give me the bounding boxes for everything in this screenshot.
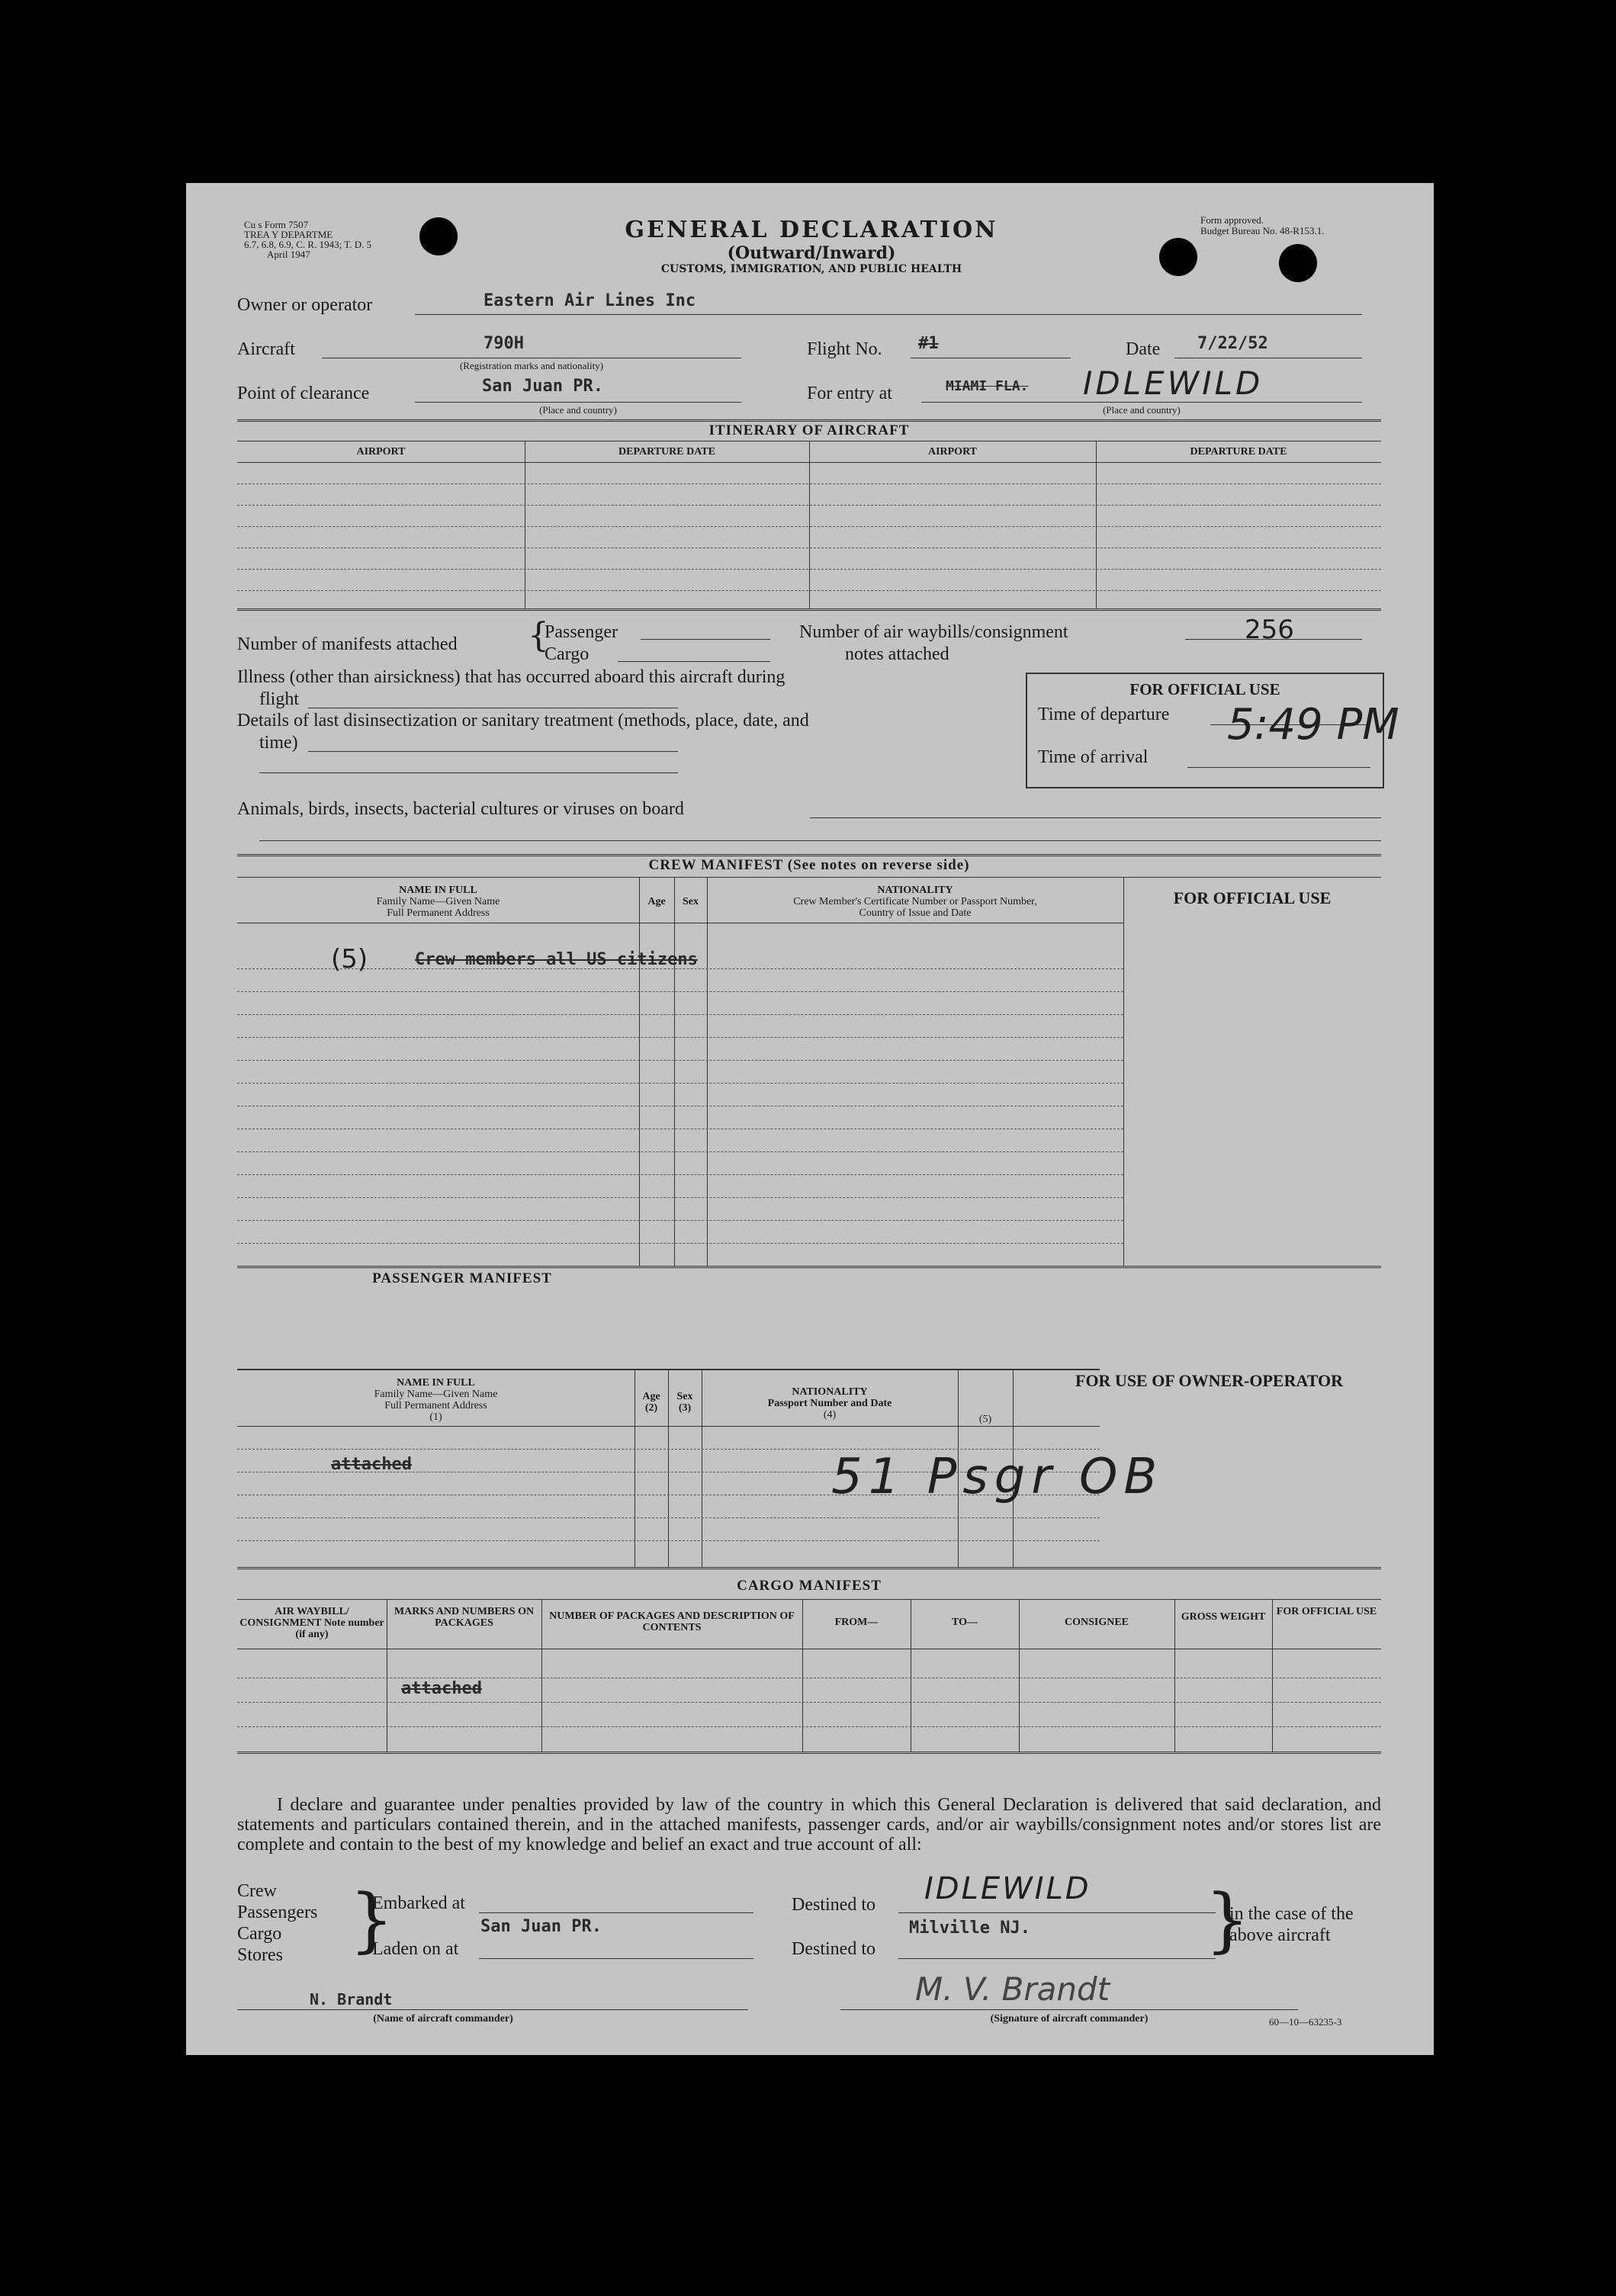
cargo-title: CARGO MANIFEST (737, 1578, 882, 1594)
official-use-title: FOR OFFICIAL USE (1129, 680, 1280, 698)
form-id-line: April 1947 (267, 249, 310, 260)
crew-col-official: FOR OFFICIAL USE (1173, 888, 1332, 907)
brace: } (349, 1879, 394, 1960)
col-head-line: Family Name—Given Name (374, 1389, 498, 1400)
destined-line (898, 1912, 1216, 1913)
crew-col-age: Age (647, 896, 666, 907)
signature-line (840, 2009, 1298, 2010)
col-rule (707, 877, 708, 1266)
row-rule (237, 1037, 1123, 1038)
entry-struck: MIAMI FLA. (946, 378, 1029, 394)
owner-line (415, 314, 1362, 315)
date-value: 7/22/52 (1197, 334, 1268, 353)
flight-label: Flight No. (807, 339, 882, 359)
row-rule (237, 1726, 1381, 1727)
row-rule (237, 1243, 1123, 1244)
arrival-time-label: Time of arrival (1038, 747, 1149, 767)
pax-col-sex (668, 1391, 702, 1414)
embarked-label: Embarked at (372, 1893, 465, 1913)
cargo-line (618, 661, 770, 662)
col-head-line: NAME IN FULL (399, 885, 477, 896)
col-head-line: Full Permanent Address (384, 1400, 487, 1411)
punch-hole (419, 217, 458, 255)
row-rule (237, 505, 1381, 506)
rule (237, 1426, 1100, 1427)
col-head-line: Country of Issue and Date (859, 907, 972, 919)
animals-label: Animals, birds, insects, bacterial cultures or viruses on board (237, 799, 684, 819)
pax-entry: attached (331, 1455, 412, 1474)
laden-line (479, 1958, 753, 1959)
col-head-line: (3) (678, 1402, 692, 1414)
rule (237, 877, 1381, 878)
clearance-note: (Place and country) (539, 404, 617, 416)
itinerary-title: ITINERARY OF AIRCRAFT (708, 422, 910, 438)
row-rule (237, 569, 1381, 570)
owner-operator-use: FOR USE OF OWNER-OPERATOR (1075, 1371, 1344, 1390)
col-head-line: (1) (429, 1411, 442, 1423)
form-sheet (186, 183, 1434, 2055)
rule (237, 462, 1381, 463)
col-head-line: Family Name—Given Name (376, 896, 500, 907)
form-subtitle-2: CUSTOMS, IMMIGRATION, AND PUBLIC HEALTH (660, 263, 962, 275)
row-rule (237, 1060, 1123, 1061)
embarked-line (479, 1912, 753, 1913)
form-title-block (567, 217, 1055, 275)
waybills-label-2: notes attached (845, 644, 949, 664)
destined-label-2: Destined to (792, 1939, 875, 1959)
disinsect-label: Details of last disinsectization or sanitary treatment (methods, place, date, and (237, 711, 809, 731)
declaration-items (237, 1880, 317, 1966)
declaration-item: Passengers (237, 1903, 318, 1922)
col-rule (674, 877, 675, 1266)
crew-entry: Crew members all US citizens (415, 950, 698, 969)
brace: } (1205, 1879, 1250, 1960)
itin-col-airport: AIRPORT (356, 446, 406, 458)
rule (237, 1752, 1381, 1754)
aircraft-label: Aircraft (237, 339, 295, 359)
row-rule (237, 590, 1381, 591)
rule (237, 1567, 1381, 1569)
pax-handwritten: 51 Psgr OB (831, 1449, 1164, 1505)
declaration-text: I declare and guarantee under penalties provided by law of the country in which this General Declaration is delivered that said declaration, and statements and particulars contained therein, and in the attached manifests, passenger cards, and/or air waybills/consignment notes and/or stores list are complete and contain to the best of my knowledge and belief an exact and true account of all: (237, 1795, 1381, 1854)
illness-label: Illness (other than airsickness) that has occurred aboard this aircraft during (237, 667, 786, 687)
declaration-item: Cargo (237, 1924, 282, 1944)
col-head-line: Crew Member's Certificate Number or Passport Number, (793, 896, 1037, 907)
pax-col-age (635, 1391, 668, 1414)
cargo-col-waybill: AIR WAYBILL/ CONSIGNMENT Note number (if any) (239, 1606, 384, 1640)
row-rule (237, 1083, 1123, 1084)
row-rule (237, 1517, 1100, 1518)
declaration-item: Stores (237, 1945, 283, 1965)
entry-line (921, 402, 1362, 403)
form-id (244, 220, 371, 259)
owner-label: Owner or operator (237, 295, 373, 315)
destined-value-2: Milville NJ. (909, 1919, 1030, 1938)
rule (237, 419, 1381, 422)
cargo-label: Cargo (545, 644, 590, 664)
animals-line (259, 840, 1381, 841)
pax-col-name (237, 1377, 635, 1423)
cargo-col-weight: GROSS WEIGHT (1181, 1611, 1266, 1623)
illness-label-2: flight (259, 689, 299, 709)
row-rule (237, 1220, 1123, 1221)
col-head-line: NAME IN FULL (397, 1377, 475, 1389)
entry-note: (Place and country) (1103, 404, 1181, 416)
col-rule (1096, 441, 1097, 609)
destined-value-1: IDLEWILD (924, 1871, 1091, 1906)
row-rule (237, 1151, 1123, 1152)
disinsect-line (308, 751, 678, 752)
commander-name-label: (Name of aircraft commander) (373, 2013, 513, 2025)
row-rule (237, 1197, 1123, 1198)
form-id-line: TREA Y DEPARTME (244, 229, 333, 240)
clearance-value: San Juan PR. (482, 377, 603, 396)
crew-count: (5) (331, 944, 368, 975)
col-head-line: (2) (644, 1402, 658, 1414)
commander-signature: M. V. Brandt (915, 1970, 1110, 2008)
col-head-line: Sex (676, 1391, 693, 1402)
col-head-line: Full Permanent Address (387, 907, 490, 919)
form-approval (1200, 215, 1324, 236)
pax-col-5: (5) (978, 1414, 992, 1425)
commander-name-line (237, 2009, 748, 2010)
flight-value: #1 (918, 334, 939, 353)
col-head-line: (4) (823, 1409, 837, 1421)
approval-line: Form approved. (1200, 214, 1264, 226)
col-head-line: Passport Number and Date (767, 1398, 892, 1409)
animals-line (810, 817, 1381, 818)
rule (237, 854, 1381, 856)
row-rule (237, 1540, 1100, 1541)
crew-col-name (237, 885, 639, 919)
col-head-line: Age (642, 1391, 660, 1402)
aircraft-value: 790H (484, 334, 524, 353)
departure-time-label: Time of departure (1038, 705, 1170, 724)
row-rule (237, 483, 1381, 484)
clearance-label: Point of clearance (237, 384, 370, 403)
itin-col-airport-2: AIRPORT (927, 446, 978, 458)
embarked-value: San Juan PR. (480, 1917, 602, 1936)
passenger-title: PASSENGER MANIFEST (372, 1270, 552, 1286)
disinsect-line (259, 772, 678, 773)
col-rule (1123, 877, 1124, 1266)
entry-value: IDLEWILD (1083, 364, 1264, 402)
destined-label: Destined to (792, 1895, 875, 1915)
form-id-line: 6.7, 6.8, 6.9, C. R. 1943; T. D. 5 (244, 239, 372, 250)
cargo-col-consignee: CONSIGNEE (1064, 1617, 1129, 1628)
owner-value: Eastern Air Lines Inc (484, 291, 696, 310)
punch-hole (1159, 238, 1197, 276)
cargo-col-marks: MARKS AND NUMBERS ON PACKAGES (394, 1606, 535, 1629)
col-rule (639, 877, 640, 1266)
declaration-item: Crew (237, 1881, 277, 1901)
cargo-entry: attached (401, 1679, 482, 1698)
destined-line (898, 1958, 1216, 1959)
form-title: GENERAL DECLARATION (625, 217, 998, 243)
clearance-line (415, 402, 741, 403)
waybills-label: Number of air waybills/consignment (799, 622, 1068, 642)
print-code: 60—10—63235-3 (1269, 2016, 1342, 2028)
brace: { (528, 616, 549, 655)
commander-name: N. Brandt (310, 1990, 393, 2009)
manifests-label: Number of manifests attached (237, 634, 458, 654)
passenger-line (641, 639, 770, 640)
form-id-line: Cu s Form 7507 (244, 219, 309, 230)
pax-col-nationality (702, 1386, 958, 1421)
itin-col-departure: DEPARTURE DATE (618, 446, 715, 458)
declaration-closing: in the case of the above aircraft (1229, 1904, 1354, 1945)
col-rule (1272, 1599, 1273, 1752)
row-rule (237, 1174, 1123, 1175)
cargo-col-official: FOR OFFICIAL USE (1276, 1606, 1377, 1617)
crew-col-nationality (707, 885, 1123, 919)
cargo-col-to: TO— (952, 1617, 978, 1628)
passenger-label: Passenger (545, 622, 618, 642)
rule (237, 1599, 1381, 1600)
crew-title: CREW MANIFEST (See notes on reverse side) (648, 857, 970, 873)
form-subtitle: (Outward/Inward) (727, 243, 896, 263)
date-label: Date (1126, 339, 1161, 359)
row-rule (237, 991, 1123, 992)
rule (237, 609, 1381, 611)
laden-label: Laden on at (372, 1939, 459, 1959)
crew-col-sex: Sex (683, 896, 699, 907)
col-rule (809, 441, 810, 609)
arrival-time-line (1187, 767, 1370, 768)
row-rule (237, 526, 1381, 527)
col-head-line: NATIONALITY (792, 1386, 868, 1398)
punch-hole (1279, 244, 1317, 282)
disinsect-label-2: time) (259, 733, 298, 753)
row-rule (237, 1702, 1381, 1703)
cargo-col-packages: NUMBER OF PACKAGES AND DESCRIPTION OF CONTENTS (549, 1610, 795, 1633)
rule (237, 1266, 1381, 1268)
col-head-line: NATIONALITY (877, 885, 953, 896)
signature-label: (Signature of aircraft commander) (990, 2013, 1149, 2025)
entry-label: For entry at (807, 384, 892, 403)
time-value: 5:49 PM (1227, 700, 1399, 750)
cargo-col-from: FROM— (834, 1617, 879, 1628)
waybills-value: 256 (1245, 615, 1294, 645)
row-rule (237, 1014, 1123, 1015)
itin-col-departure-2: DEPARTURE DATE (1190, 446, 1287, 458)
aircraft-note: (Registration marks and nationality) (459, 360, 604, 371)
approval-line: Budget Bureau No. 48-R153.1. (1200, 225, 1325, 236)
official-use-box (1026, 673, 1399, 788)
